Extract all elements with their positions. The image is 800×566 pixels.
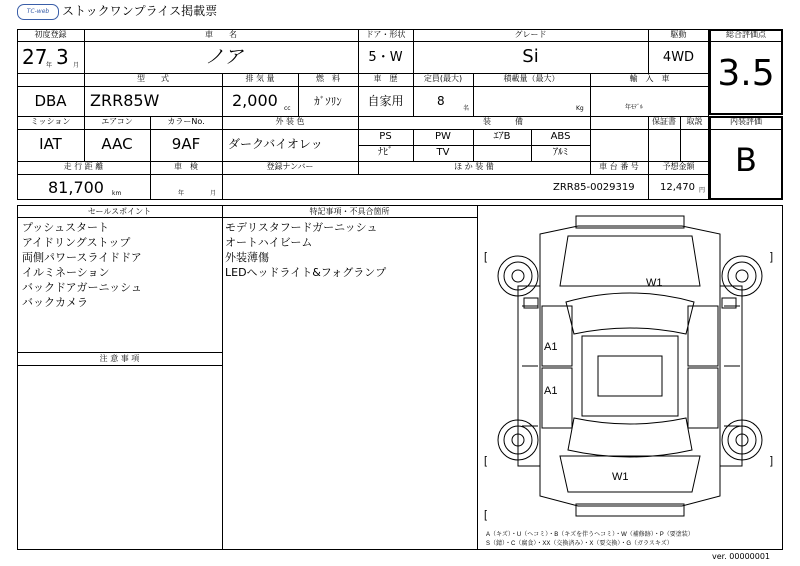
history-value: 自家用 xyxy=(367,94,404,108)
fender-left xyxy=(518,286,540,466)
label-expected-price: 予想金額 xyxy=(662,162,695,171)
equip-ps: PS xyxy=(379,131,392,142)
equip-airbag: ｴｱB xyxy=(493,131,511,142)
unit-yen: 円 xyxy=(699,187,706,194)
wheel-front-right xyxy=(722,256,762,296)
equip-navi: ﾅﾋﾞ xyxy=(378,147,393,158)
label-aircon: エアコン xyxy=(101,117,133,126)
interior-score: B xyxy=(735,141,757,179)
inspection-unit-year: 年 xyxy=(178,190,185,197)
label-model: 型 式 xyxy=(137,74,169,83)
label-cautions: 注 意 事 項 xyxy=(99,354,140,363)
damage-mark: W1 xyxy=(646,277,663,289)
list-item: イルミネーション xyxy=(22,266,110,279)
label-ext-color: 外 装 色 xyxy=(275,117,305,126)
drive-value: 4WD xyxy=(662,50,695,65)
label-inspection: 車 検 xyxy=(174,162,198,171)
unit-cc: cc xyxy=(284,105,291,112)
rear-window xyxy=(568,418,692,457)
label-drive: 駆動 xyxy=(670,30,687,39)
label-capacity: 定員(最大) xyxy=(423,74,463,83)
capacity-value: 8 xyxy=(437,94,445,108)
list-item: モデリスタフードガーニッシュ xyxy=(225,221,378,234)
bracket-left-footer: [ xyxy=(484,509,488,521)
unit-kg: Kg xyxy=(576,105,584,112)
logo: TC-web xyxy=(17,4,59,20)
sunroof xyxy=(598,356,662,396)
label-special-notes: 特記事項・不具合箇所 xyxy=(309,207,390,216)
unit-people: 名 xyxy=(463,105,470,112)
version-label: ver. 00000001 xyxy=(712,552,771,561)
roof xyxy=(582,336,678,416)
bracket-right-top: ] xyxy=(770,251,774,263)
equip-pw: PW xyxy=(435,131,451,142)
label-mission: ミッション xyxy=(30,117,71,126)
bracket-right-bottom: ] xyxy=(770,455,774,467)
legend-line-1: A（キズ）・U（ヘコミ）・B（キズを伴うヘコミ）・W（補修跡）・P（要塗装） xyxy=(486,532,694,538)
list-item: バックカメラ xyxy=(22,296,88,309)
chassis-no-value: ZRR85-0029319 xyxy=(553,182,635,193)
equip-tv: TV xyxy=(436,147,450,158)
label-first-reg: 初度登録 xyxy=(34,30,67,39)
label-load-capacity: 積載量（最大） xyxy=(503,74,560,83)
vehicle-diagram xyxy=(478,206,782,549)
bracket-left-bottom: [ xyxy=(484,455,488,467)
fender-right xyxy=(720,286,742,466)
displacement-value: 2,000 xyxy=(232,91,278,110)
equip-alloy: ｱﾙﾐ xyxy=(553,147,568,158)
label-import: 輸 入 車 xyxy=(629,74,670,83)
mission-value: IAT xyxy=(39,135,62,153)
label-car-name: 車 名 xyxy=(205,30,237,39)
label-door-shape: ドア・形状 xyxy=(365,30,406,39)
aircon-value: AAC xyxy=(101,135,133,153)
car-name-value: ノア xyxy=(205,46,244,68)
label-sales-points: セールスポイント xyxy=(87,207,152,216)
reg-month: 3 xyxy=(56,45,69,69)
price-value: 12,470 xyxy=(660,182,695,193)
ext-color-value: ダークバイオレッ xyxy=(228,137,323,151)
equip-abs: ABS xyxy=(550,131,571,142)
list-item: アイドリングストップ xyxy=(22,236,131,249)
unit-km: km xyxy=(112,190,122,197)
list-item: 外装薄傷 xyxy=(225,251,269,264)
page-title: ストックワンプライス掲載票 xyxy=(62,4,218,18)
label-fuel: 燃 料 xyxy=(316,74,340,83)
bracket-left-top: [ xyxy=(484,251,488,263)
label-reg-number: 登録ナンバー xyxy=(266,162,314,171)
label-equipment: 装 備 xyxy=(483,117,523,126)
mileage-value: 81,700 xyxy=(48,178,104,197)
special-notes-list xyxy=(225,220,386,280)
list-item: オートハイビーム xyxy=(225,236,313,249)
sales-points-list xyxy=(22,220,142,310)
inspection-unit-month: 月 xyxy=(210,190,217,197)
list-item: LEDヘッドライト&フォグランプ xyxy=(225,266,387,279)
fuel-value: ｶﾞｿﾘﾝ xyxy=(314,95,342,108)
model-prefix: DBA xyxy=(34,92,67,110)
label-chassis-no: 車 台 番 号 xyxy=(599,162,639,171)
list-item: バックドアガーニッシュ xyxy=(22,281,142,294)
damage-mark: A1 xyxy=(544,385,558,397)
label-vehicle-history: 車 歴 xyxy=(373,74,398,83)
list-item: プッシュスタート xyxy=(22,221,110,234)
door-right-front xyxy=(688,306,718,366)
door-right-rear xyxy=(688,368,718,428)
reg-year: 27 xyxy=(22,45,48,69)
windshield xyxy=(566,293,694,334)
unit-month: 月 xyxy=(73,62,80,69)
list-item: 両側パワースライドドア xyxy=(22,251,142,264)
label-color-no: カラーNo. xyxy=(167,117,205,126)
label-interior-grade: 内装評価 xyxy=(730,117,762,126)
damage-mark: W1 xyxy=(612,471,629,483)
unit-year: 年 xyxy=(46,62,53,69)
door-left-rear xyxy=(542,368,572,428)
wheel-front-left xyxy=(498,256,538,296)
model-code: ZRR85W xyxy=(90,91,160,110)
color-no-value: 9AF xyxy=(171,135,201,153)
tailgate xyxy=(560,456,700,492)
label-overall-grade: 総合評価点 xyxy=(726,30,766,39)
label-manual: 取説 xyxy=(686,117,703,126)
overall-score: 3.5 xyxy=(717,53,775,94)
door-shape-value: 5・W xyxy=(368,50,403,65)
label-other-equipment: ほ か 装 備 xyxy=(454,162,494,171)
legend-line-2: S（錆）・C（腐食）・XX（交換済み）・X（要交換）・G（ガラスキズ） xyxy=(486,541,673,547)
door-left-front xyxy=(542,306,572,366)
label-grade: グレード xyxy=(514,30,547,39)
label-displacement: 排 気 量 xyxy=(245,74,275,83)
label-mileage: 走 行 距 離 xyxy=(63,162,104,171)
unit-model-year: 年ﾓﾃﾞﾙ xyxy=(625,104,644,111)
grade-value: Si xyxy=(522,46,539,67)
hood xyxy=(560,236,700,286)
label-warranty: 保証書 xyxy=(652,117,676,126)
damage-mark: A1 xyxy=(544,341,558,353)
